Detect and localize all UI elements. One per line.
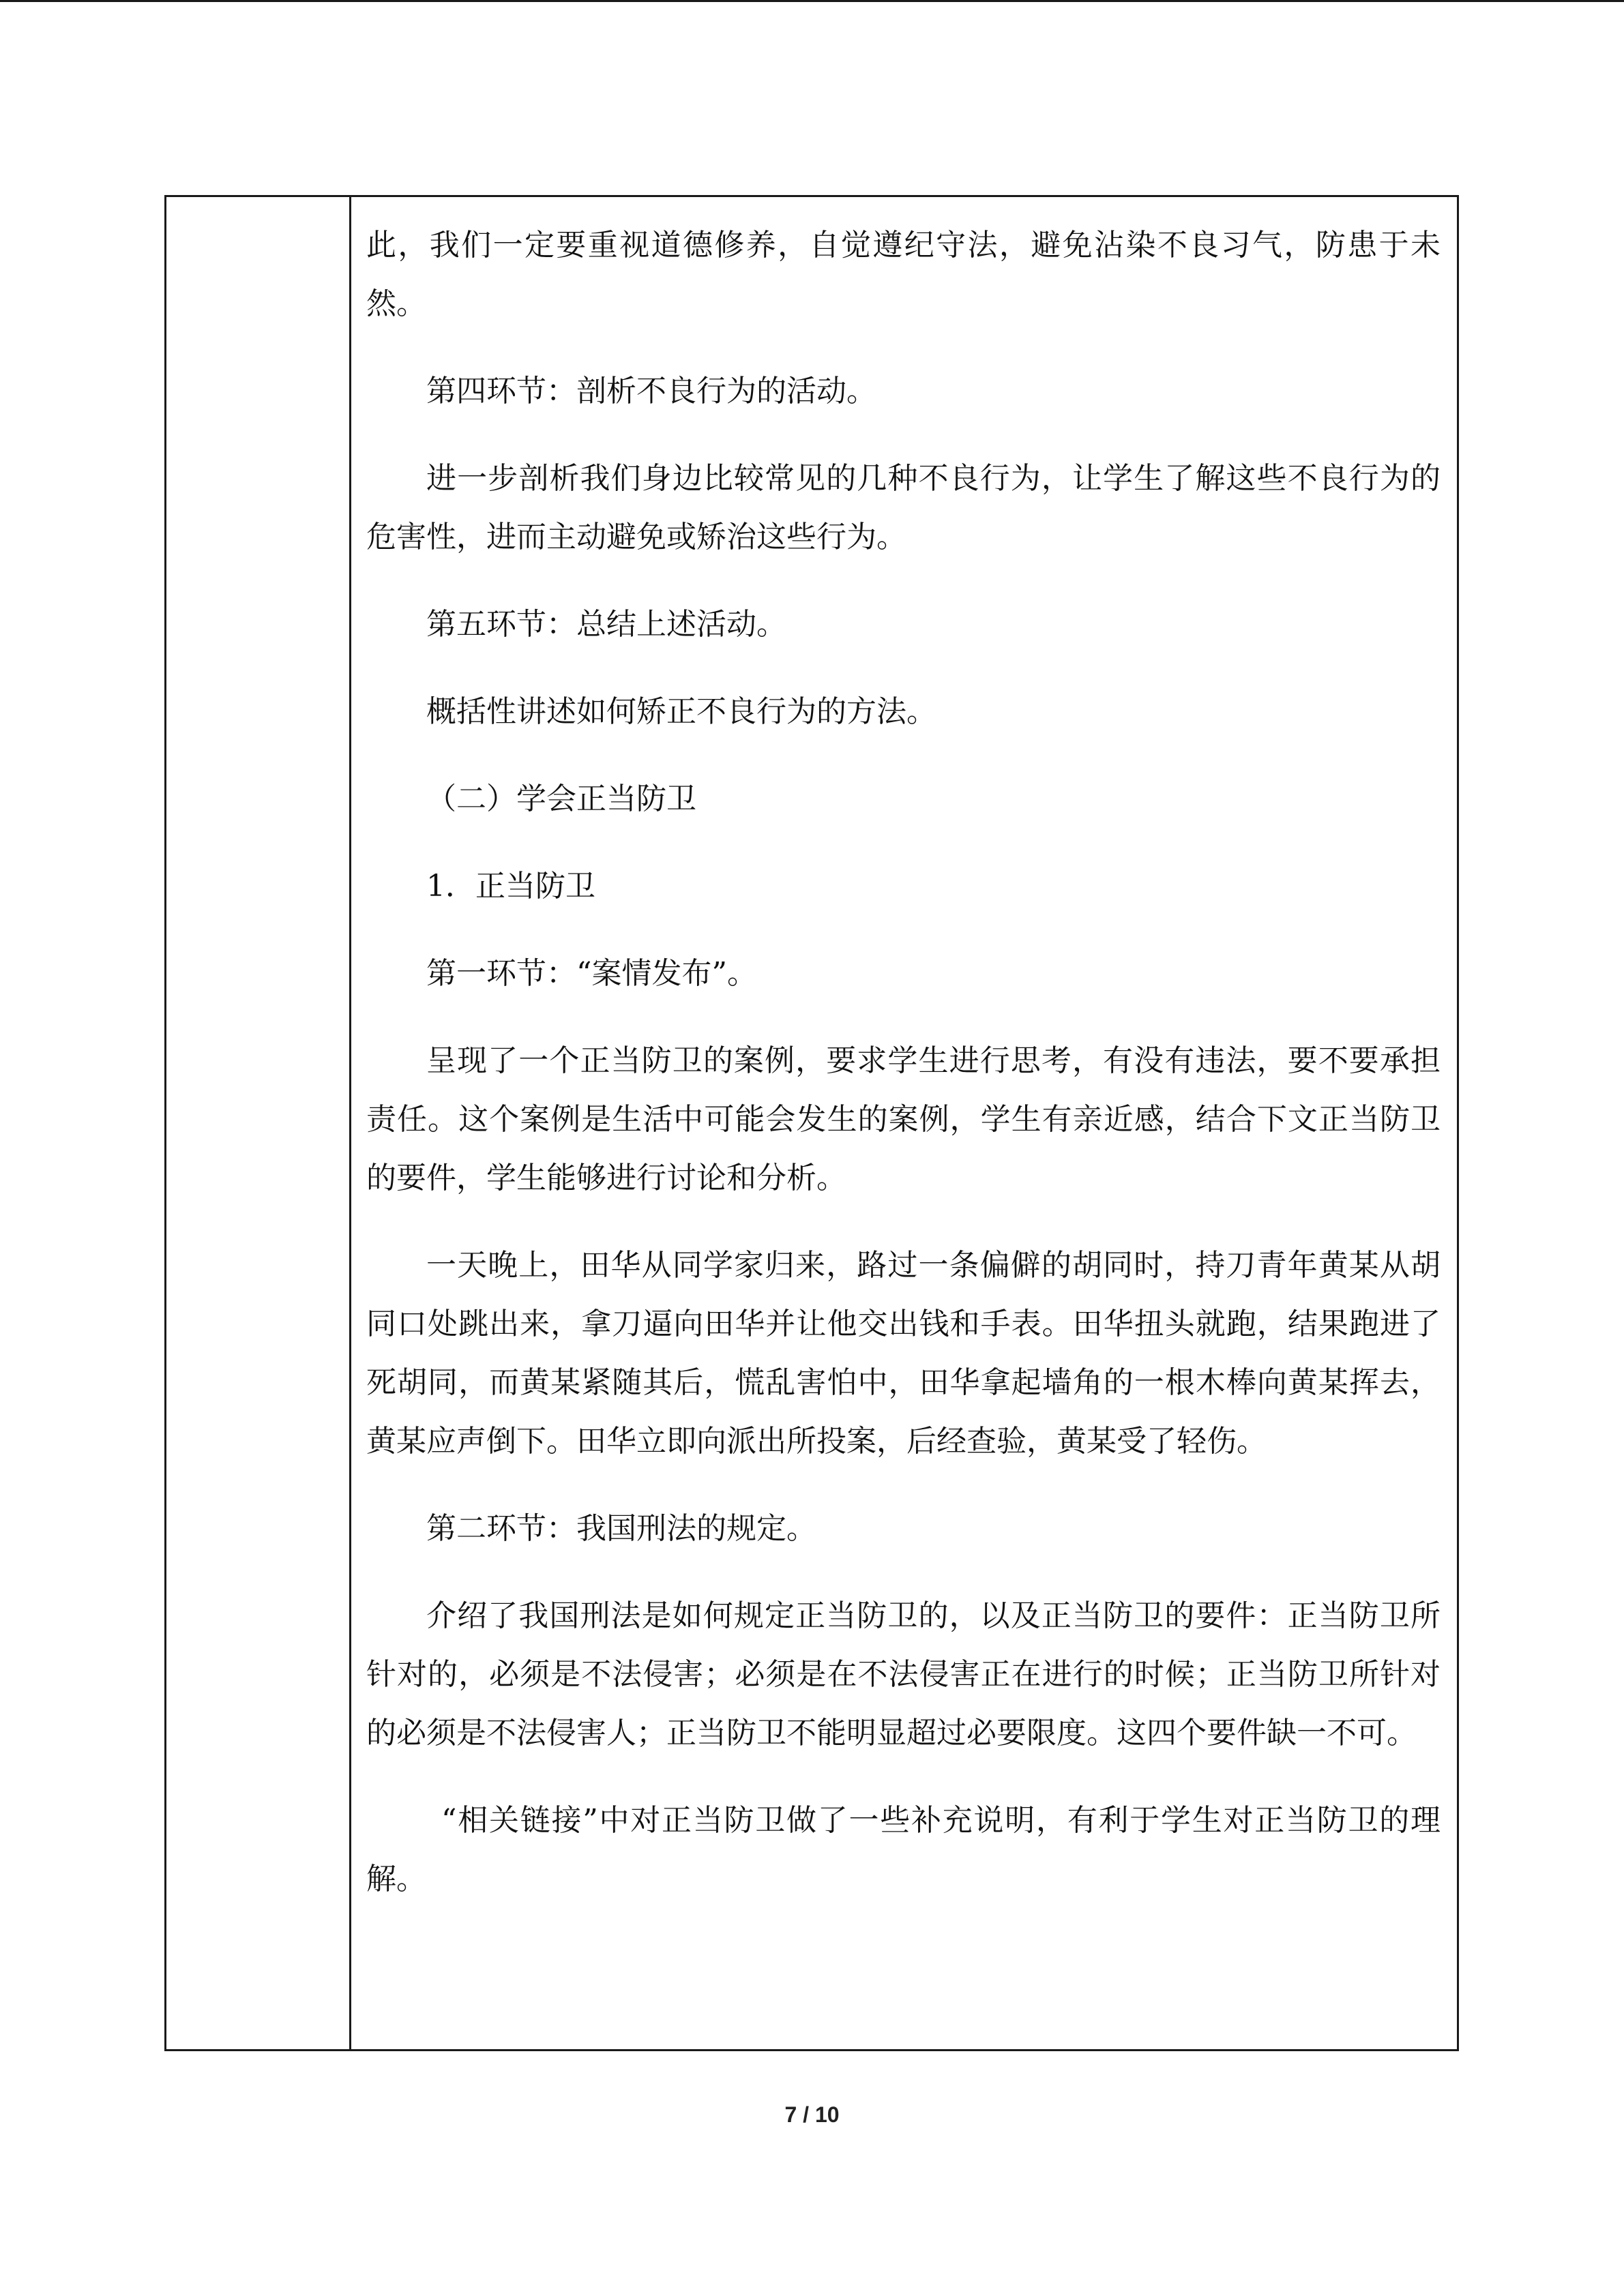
column-divider [349, 197, 351, 2049]
lesson-content-cell [366, 197, 1441, 1909]
paragraph-step-four-heading: 第四环节：剖析不良行为的活动。 [426, 374, 876, 408]
subsection-heading-self-defense: 1．正当防卫 [426, 869, 595, 904]
section-heading-self-defense: （二）学会正当防卫 [426, 781, 696, 816]
page-number: 7 / 10 [784, 2102, 840, 2127]
paragraph-step-two-body: 介绍了我国刑法是如何规定正当防卫的，以及正当防卫的要件：正当防卫所针对的，必须是不法侵害；必须是在不法侵害正在进行的时候；正当防卫所针对的必须是不法侵害人；正当防卫不能明显超过必要限度。这四个要件缺一不可。 [366, 1598, 1441, 1750]
paragraph-continuation: 此，我们一定要重视道德修养，自觉遵纪守法，避免沾染不良习气，防患于未然。 [366, 228, 1441, 321]
paragraph-step-five-body: 概括性讲述如何矫正不良行为的方法。 [426, 694, 936, 729]
paragraph-related-link: “相关链接”中对正当防卫做了一些补充说明，有利于学生对正当防卫的理解。 [366, 1803, 1441, 1896]
paragraph-case-story: 一天晚上，田华从同学家归来，路过一条偏僻的胡同时，持刀青年黄某从胡同口处跳出来，拿刀逼向田华并让他交出钱和手表。田华扭头就跑，结果跑进了死胡同，而黄某紧随其后，慌乱害怕中，田华拿起墙角的一根木棒向黄某挥去，黄某应声倒下。田华立即向派出所投案，后经查验，黄某受了轻伤。 [366, 1248, 1441, 1459]
paragraph-step-two-heading: 第二环节：我国刑法的规定。 [426, 1511, 816, 1546]
paragraph-step-five-heading: 第五环节：总结上述活动。 [426, 607, 786, 642]
top-border-line [0, 0, 1624, 2]
paragraph-step-one-heading: 第一环节：“案情发布”。 [426, 956, 757, 991]
paragraph-step-one-body: 呈现了一个正当防卫的案例，要求学生进行思考，有没有违法，要不要承担责任。这个案例是生活中可能会发生的案例，学生有亲近感，结合下文正当防卫的要件，学生能够进行讨论和分析。 [366, 1043, 1441, 1195]
lesson-table [164, 195, 1459, 2051]
paragraph-step-four-body: 进一步剖析我们身边比较常见的几种不良行为，让学生了解这些不良行为的危害性，进而主动避免或矫治这些行为。 [366, 461, 1441, 554]
